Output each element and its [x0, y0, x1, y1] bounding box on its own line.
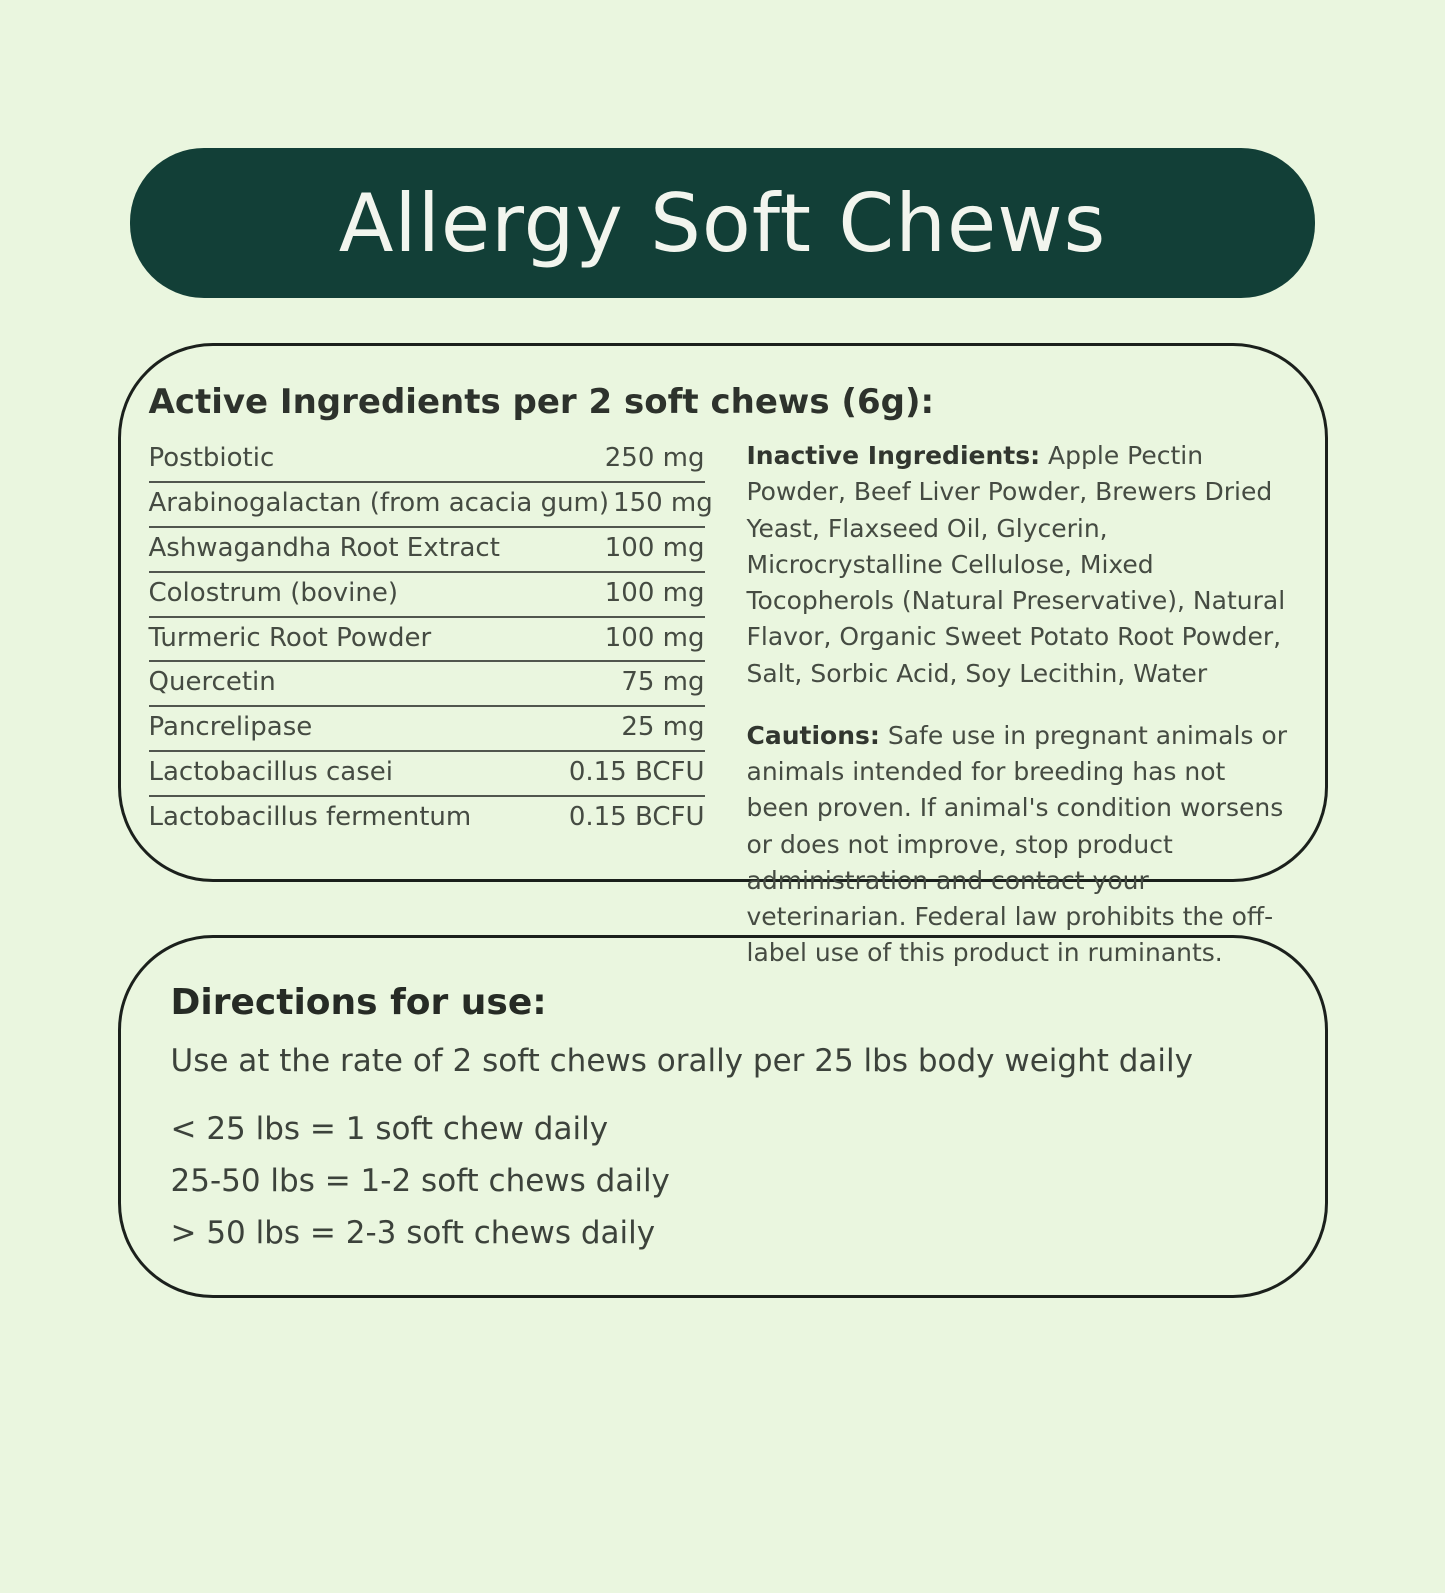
ingredient-amount: 0.15 BCFU	[568, 802, 705, 833]
ingredient-name: Lactobacillus casei	[148, 757, 393, 788]
ingredient-row	[149, 752, 705, 797]
ingredient-name: Ashwagandha Root Extract	[148, 532, 500, 563]
dose-line: < 25 lbs = 1 soft chew daily	[170, 1111, 609, 1147]
directions-panel	[118, 935, 1328, 1298]
active-ingredients-heading: Active Ingredients per 2 soft chews (6g):	[148, 382, 935, 422]
ingredient-row	[148, 483, 713, 528]
ingredient-amount: 150 mg	[613, 487, 713, 518]
directions-intro: Use at the rate of 2 soft chews orally per 25 lbs body weight daily	[170, 1043, 1193, 1079]
ingredient-amount: 75 mg	[621, 667, 705, 698]
ingredient-name: Quercetin	[148, 667, 276, 698]
ingredient-name: Turmeric Root Powder	[148, 622, 432, 653]
active-ingredients-panel	[118, 343, 1328, 968]
ingredient-row	[149, 438, 705, 483]
inactive-ingredients-label: Inactive Ingredients:	[746, 441, 1041, 470]
cautions-text: Safe use in pregnant animals or animals intended for breeding has not been proven. If animal's condition worsens or does not improve, stop product administration and contact your veterinarian. Federal law prohibits the off-label use of this product in ruminants.	[746, 720, 1287, 968]
dose-list	[171, 1111, 1285, 1251]
ingredient-row	[149, 618, 705, 663]
ingredient-amount: 100 mg	[604, 622, 705, 653]
ingredient-name: Pancrelipase	[148, 712, 313, 743]
active-ingredients-columns	[149, 438, 1295, 972]
ingredient-row	[149, 797, 705, 840]
inactive-ingredients-paragraph	[747, 438, 1295, 692]
ingredient-amount: 0.15 BCFU	[568, 757, 705, 788]
ingredient-name: Postbiotic	[148, 443, 275, 473]
ingredients-table	[148, 438, 713, 972]
cautions-paragraph	[747, 718, 1295, 972]
ingredient-name: Colostrum (bovine)	[148, 577, 398, 608]
dose-line: 25-50 lbs = 1-2 soft chews daily	[170, 1163, 670, 1199]
inactive-ingredients-text: Apple Pectin Powder, Beef Liver Powder, Brewers Dried Yeast, Flaxseed Oil, Glycerin, Microcrystalline Cellulose, Mixed Tocopherols (Natural Preservative), Natural Flavor, Organic Sweet Potato Root Powder, Salt, Sorbic Acid, Soy Lecithin, Water	[746, 441, 1286, 688]
dose-line: > 50 lbs = 2-3 soft chews daily	[170, 1215, 656, 1251]
directions-heading: Directions for use:	[170, 982, 547, 1023]
ingredient-row	[149, 662, 705, 707]
side-text-column	[747, 438, 1295, 972]
ingredient-name: Lactobacillus fermentum	[148, 802, 472, 833]
ingredient-amount: 250 mg	[604, 443, 705, 473]
ingredient-amount: 100 mg	[604, 577, 705, 608]
cautions-label: Cautions:	[746, 720, 880, 750]
ingredient-name: Arabinogalactan (from acacia gum)	[148, 487, 610, 518]
title-banner	[130, 148, 1315, 298]
ingredient-row	[149, 707, 705, 752]
ingredient-row	[149, 528, 705, 573]
ingredient-amount: 25 mg	[621, 712, 705, 743]
ingredient-row	[149, 573, 705, 618]
page-title: Allergy Soft Chews	[338, 176, 1107, 270]
ingredient-amount: 100 mg	[604, 532, 705, 563]
